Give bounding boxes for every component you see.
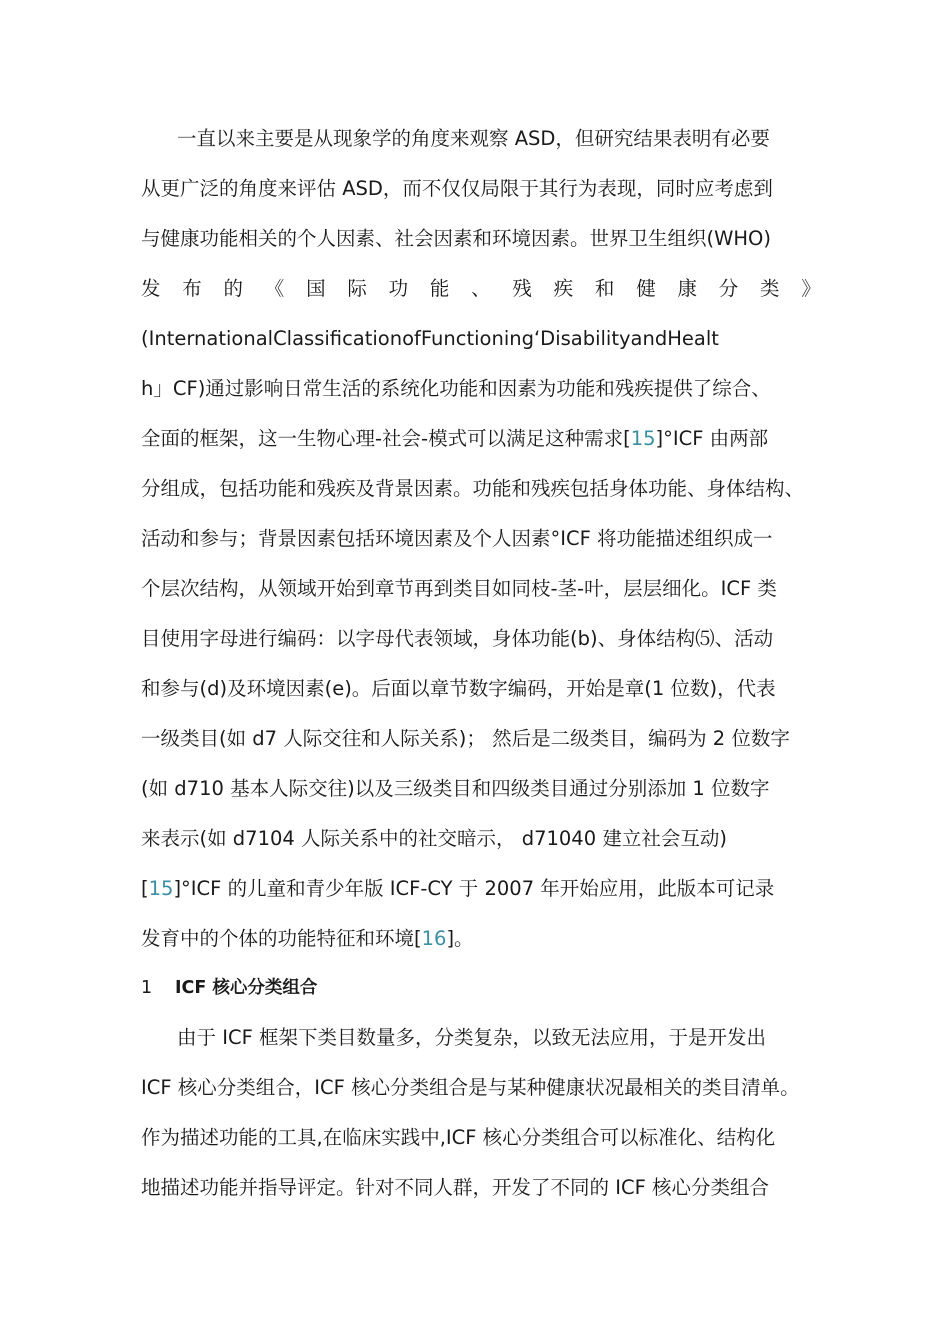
paragraph-1-line-9: 活动和参与；背景因素包括环境因素及个人因素°ICF 将功能描述组织成一 [141,527,773,550]
text-segment: [ [141,877,149,900]
paragraph-1-line-5: (InternationalClassificationofFunctioning‘DisabilityandHealt [141,327,719,350]
paragraph-1-line-7 [141,425,821,453]
char: 功 [388,277,409,300]
char: 能 [429,277,450,300]
paragraph-1-line-2: 从更广泛的角度来评估 ASD，而不仅仅局限于其行为表现，同时应考虑到 [141,177,773,200]
section-title: ICF 核心分类组合 [175,978,318,998]
char: 的 [223,277,244,300]
citation-link[interactable]: 15 [148,877,174,900]
paragraph-1-line-12: 和参与(d)及环境因素(e)。后面以章节数字编码，开始是章(1 位数)，代表 [141,677,776,700]
section-number: 1 [141,978,153,998]
paragraph-1-line-11: 目使用字母进行编码：以字母代表领域，身体功能(b)、身体结构⑸、活动 [141,627,774,650]
char: 发 [141,277,161,300]
char: 健 [636,277,656,300]
citation-link[interactable]: 15 [630,427,656,450]
paragraph-1-line-6: h」CF)通过影响日常生活的系统化功能和因素为功能和残疾提供了综合、 [141,377,771,400]
char: 类 [759,277,780,300]
paragraph-1-line-3: 与健康功能相关的个人因素、社会因素和环境因素。世界卫生组织(WHO) [141,227,772,250]
paragraph-1-line-4 [141,275,821,303]
paragraph-1-line-10: 个层次结构，从领域开始到章节再到类目如同枝-茎-叶，层层细化。ICF 类 [141,577,777,600]
paragraph-1-line-17 [141,925,821,953]
char: 分 [718,277,739,300]
citation-link[interactable]: 16 [421,927,447,950]
text-segment: ]°ICF 由两部 [655,427,769,450]
text-segment: 全面的框架，这一生物心理-社会-模式可以满足这种需求[ [141,427,631,450]
text-segment: ]°ICF 的儿童和青少年版 ICF-CY 于 2007 年开始应用，此版本可记录 [173,877,775,900]
char: 布 [182,277,202,300]
paragraph-1-line-14: (如 d710 基本人际交往)以及三级类目和四级类目通过分别添加 1 位数字 [141,777,770,800]
paragraph-2-line-2: ICF 核心分类组合，ICF 核心分类组合是与某种健康状况最相关的类目清单。 [141,1076,800,1099]
char: 残 [512,277,532,300]
char: 际 [347,277,367,300]
char: 疾 [553,277,574,300]
paragraph-1-line-13: 一级类目(如 d7 人际交往和人际关系)； 然后是二级类目，编码为 2 位数字 [141,727,790,750]
char: 》 [801,277,821,300]
paragraph-2-line-3: 作为描述功能的工具,在临床实践中,ICF 核心分类组合可以标准化、结构化 [141,1126,776,1149]
char: 、 [471,277,491,300]
paragraph-1-line-8: 分组成，包括功能和残疾及背景因素。功能和残疾包括身体功能、身体结构、 [141,477,805,500]
paragraph-1-line-16 [141,875,821,903]
text-segment: 发育中的个体的功能特征和环境[ [141,927,422,950]
char: 《 [264,277,285,300]
paragraph-1-line-15: 来表示(如 d7104 人际关系中的社交暗示， d71040 建立社会互动) [141,827,727,850]
char: 康 [677,277,697,300]
text-segment: ]。 [446,927,474,950]
paragraph-1-line-1: 一直以来主要是从现象学的角度来观察 ASD，但研究结果表明有必要 [177,127,770,150]
section-heading [141,974,821,1002]
paragraph-2-line-1: 由于 ICF 框架下类目数量多，分类复杂，以致无法应用，于是开发出 [177,1026,766,1049]
char: 和 [594,277,615,300]
char: 国 [306,277,326,300]
paragraph-2-line-4: 地描述功能并指导评定。针对不同人群，开发了不同的 ICF 核心分类组合 [141,1176,769,1199]
